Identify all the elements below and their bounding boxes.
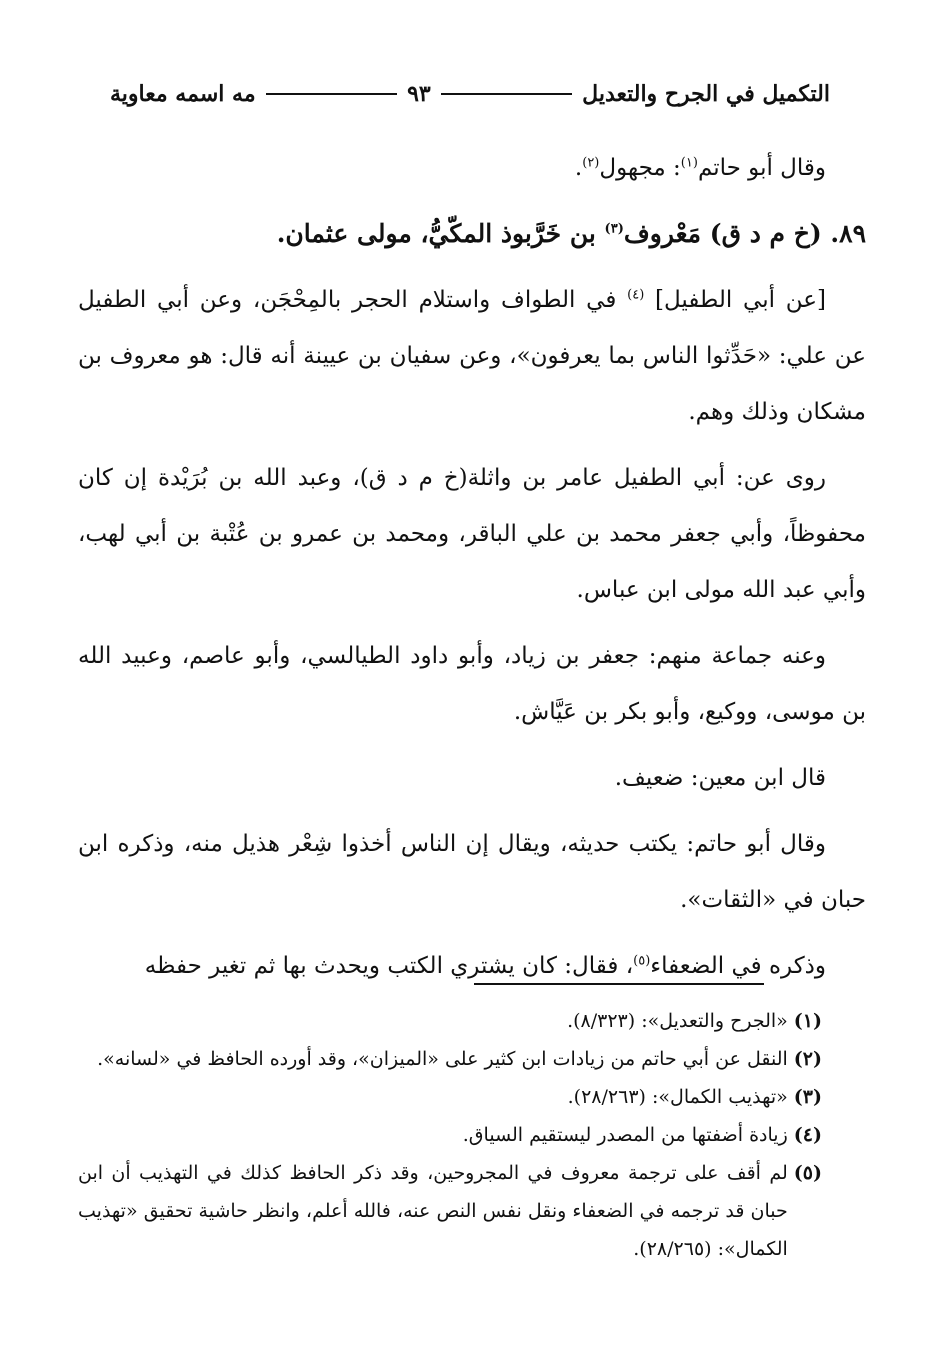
footnote (78, 1002, 822, 1040)
footnote-text: «تهذيب الكمال»: (٢٨/٢٦٣). (567, 1086, 788, 1108)
footnote-number: (٢) (793, 1048, 822, 1070)
paragraph: قال ابن معين: ضعيف. (614, 765, 826, 791)
paragraph: روى عن: أبي الطفيل عامر بن واثلة(خ م د ق)، وعبد الله بن بُرَيْدة إن كان محفوظاً، وأبي جعفر محمد بن علي الباقر، ومحمد بن عمرو بن عُتْبة بن أبي لهب، وأبي عبد الله مولى ابن عباس. (78, 465, 866, 603)
footnote-separator (474, 983, 764, 985)
footnote (78, 1154, 822, 1268)
paragraph: وقال أبو حاتم$^{(١)}$: مجهول$^{(٢)}$. (574, 155, 826, 181)
header-rule (266, 93, 397, 95)
footnote-text: «الجرح والتعديل»: (٨/٣٢٣). (567, 1010, 788, 1032)
footnotes (78, 1002, 822, 1268)
footnote-number: (٣) (793, 1086, 822, 1108)
header-section: مه اسمه معاوية (110, 81, 256, 107)
page-number: ٩٣ (407, 81, 431, 107)
footnote-text: لم أقف على ترجمة معروف في المجروحين، وقد ذكر الحافظ كذلك في التهذيب أن ابن حبان قد ترجمه في الضعفاء ونقل نفس النص عنه، فالله أعلم، وانظر حاشية تحقيق «تهذيب الكمال»: (٢٨/٢٦٥). (78, 1162, 788, 1260)
footnote (78, 1116, 822, 1154)
header-title: التكميل في الجرح والتعديل (582, 81, 830, 107)
footnote-ref[interactable]: (٥) (633, 953, 651, 969)
paragraph: وقال أبو حاتم: يكتب حديثه، ويقال إن الناس أخذوا شِعْر هذيل منه، وذكره ابن حبان في «الثقات». (78, 831, 866, 913)
main-text (78, 140, 866, 1004)
paragraph: [عن أبي الطفيل] $^{(٤)}$ في الطواف واستلام الحجر بالمِحْجَن، وعن أبي الطفيل عن علي: «حَدِّثوا الناس بما يعرفون»، وعن سفيان بن عيينة أنه قال: هو معروف بن مشكان وذلك وهم. (78, 287, 866, 425)
footnote-number: (٥) (793, 1162, 822, 1184)
paragraph: وذكره في الضعفاء$^{(٥)}$، فقال: كان يشتري الكتب ويحدث بها ثم تغير حفظه (144, 953, 826, 979)
header-rule (441, 93, 572, 95)
footnote-number: (١) (793, 1010, 822, 1032)
entry-number: ٨٩. (830, 219, 866, 248)
footnote-number: (٤) (793, 1124, 822, 1146)
paragraph: وعنه جماعة منهم: جعفر بن زياد، وأبو داود الطيالسي، وأبو عاصم، وعبيد الله بن موسى، ووكيع، وأبو بكر بن عَيَّاش. (78, 643, 866, 725)
footnote (78, 1040, 822, 1078)
footnote-text: زيادة أضفتها من المصدر ليستقيم السياق. (462, 1124, 788, 1146)
entry-heading: ٨٩. (خ م د ق) مَعْروف$^{(٣)}$ بن خَرَّبوذ المكّيُّ، مولى عثمان. (276, 219, 866, 248)
running-header (110, 74, 830, 114)
footnote (78, 1078, 822, 1116)
footnote-ref[interactable]: (١) (680, 155, 698, 171)
footnote-ref[interactable]: (٤) (627, 287, 645, 303)
footnote-text: النقل عن أبي حاتم من زيادات ابن كثير على «الميزان»، وقد أورده الحافظ في «لسانه». (97, 1048, 788, 1070)
footnote-ref[interactable]: (٢) (582, 155, 600, 171)
footnote-ref[interactable]: (٣) (604, 221, 624, 237)
